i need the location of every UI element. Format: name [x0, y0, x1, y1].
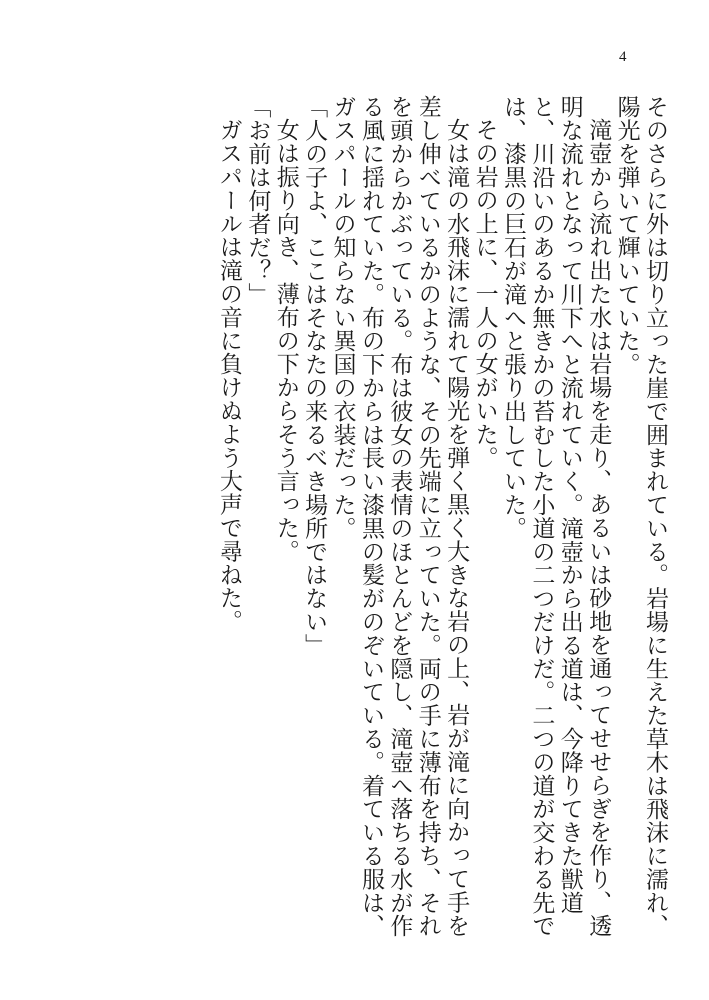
dialogue-line: 「人の子よ、ここはそなたの来るべき場所ではない」 — [301, 95, 328, 657]
vertical-text-body — [39, 95, 669, 955]
dialogue-line: 「お前は何者だ？」 — [244, 95, 271, 306]
paragraph: 女は振り向き、薄布の下からそう言った。 — [272, 118, 299, 563]
paragraph: 滝壺から流れ出た水は岩場を走り、あるいは砂地を通ってせせらぎを作り、透明な流れとなって川下へと流れていく。滝壺から出る道は、今降りてきた獣道と、川沿いのあるか無きかの苔むした小道の二つだけだ。二つの道が交わる先では、漆黒の巨石が滝へと張り出していた。 — [499, 95, 612, 938]
paragraph: 女は滝の水飛沫に濡れて陽光を弾く黒く大きな岩の上、岩が滝に向かって手を差し伸べているかのような、その先端に立っていた。両の手に薄布を持ち、それを頭からかぶっている。布は彼女の表情のほとんどを隠し、滝壺へ落ちる水が作る風に揺れていた。布の下からは長い漆黒の髪がのぞいている。着ている服は、ガスパールの知らない異国の衣装だった。 — [329, 95, 470, 938]
paragraph: ガスパールは滝の音に負けぬよう大声で尋ねた。 — [215, 118, 242, 633]
paragraph: その岩の上に、一人の女がいた。 — [471, 118, 498, 469]
paragraph: そのさらに外は切り立った崖で囲まれている。岩場に生えた草木は飛沫に濡れ、陽光を弾いて輝いていた。 — [613, 95, 668, 938]
page-number: 4 — [619, 49, 627, 65]
